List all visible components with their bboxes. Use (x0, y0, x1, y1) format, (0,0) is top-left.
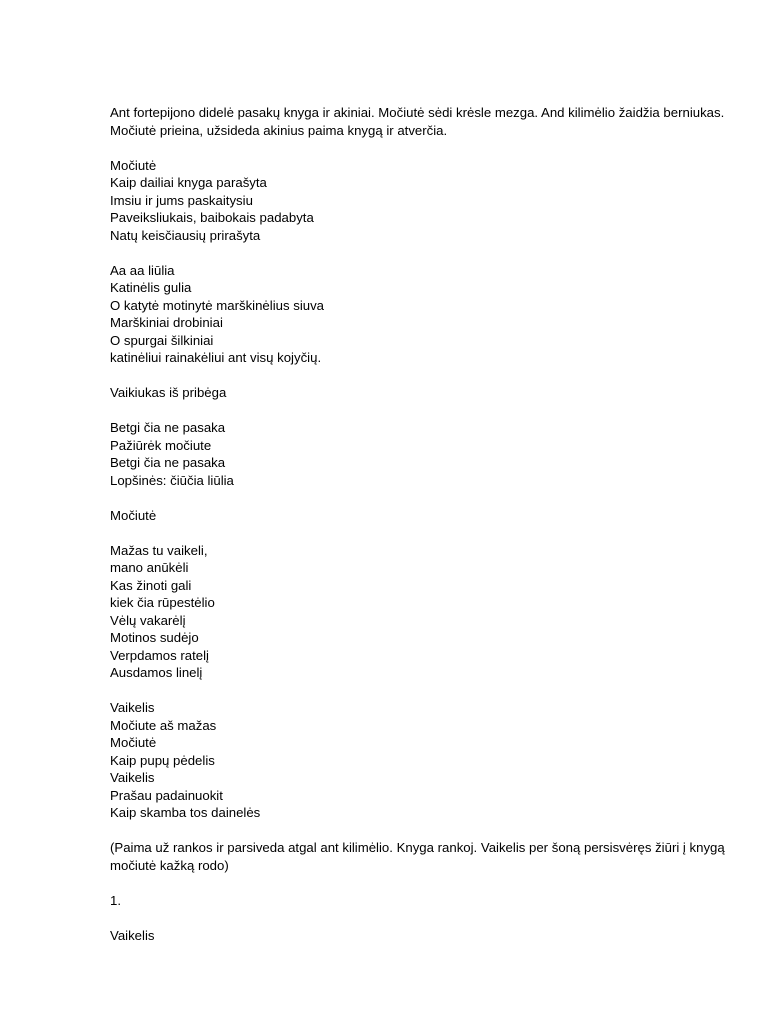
text-block (110, 507, 750, 525)
text-line: Mažas tu vaikeli, (110, 542, 208, 558)
text-line: Lopšinės: čiūčia liūlia (110, 472, 234, 488)
text-line: O spurgai šilkiniai (110, 332, 214, 348)
text-line: Natų keisčiausių prirašyta (110, 227, 261, 243)
text-line: Verpdamos ratelį (110, 647, 209, 663)
text-line: Močiutė (110, 507, 157, 523)
text-line: kiek čia rūpestėlio (110, 595, 215, 610)
text-line: Vaikelis (110, 770, 155, 785)
text-block (110, 419, 750, 489)
text-line: O katytė motinytė marškinėlius siuva (110, 297, 325, 313)
paragraph: Ant fortepijono didelė pasakų knyga ir akiniai. Močiutė sėdi krėsle mezga. And kilimėlio žaidžia berniukas. Močiutė prieina, užsideda akinius paima knygą ir atverčia. (110, 105, 725, 138)
text-line: Močiutė (110, 735, 157, 750)
text-line: 1. (110, 892, 121, 908)
text-line: katinėliui rainakėliui ant visų kojyčių. (110, 350, 322, 365)
text-line: Kaip skamba tos dainelės (110, 805, 261, 820)
text-block (110, 104, 750, 139)
text-line: Močiutė (110, 157, 157, 173)
text-line: Prašau padainuokit (110, 787, 223, 803)
text-block (110, 542, 750, 682)
text-line: Vėlų vakarėlį (110, 612, 186, 628)
text-line: Kaip pupų pėdelis (110, 752, 215, 768)
text-line: Vaikelis (110, 700, 155, 715)
text-line: Marškiniai drobiniai (110, 315, 223, 330)
text-line: mano anūkėli (110, 560, 189, 575)
text-line: Aa aa liūlia (110, 262, 175, 278)
text-block (110, 157, 750, 245)
text-line: Motinos sudėjo (110, 630, 199, 645)
text-line: Paveiksliukais, baibokais padabyta (110, 210, 314, 225)
text-line: Imsiu ir jums paskaitysiu (110, 192, 253, 208)
text-line: Katinėlis gulia (110, 280, 192, 295)
document-body (110, 104, 750, 962)
text-line: Vaikiukas iš pribėga (110, 385, 227, 400)
text-line: Vaikelis (110, 927, 155, 943)
text-line: Betgi čia ne pasaka (110, 455, 226, 470)
text-line: Močiute aš mažas (110, 717, 217, 733)
text-line: Kas žinoti gali (110, 577, 192, 593)
text-block (110, 384, 750, 402)
text-line: Ausdamos linelį (110, 665, 203, 680)
text-line: Kaip dailiai knyga parašyta (110, 175, 267, 190)
text-block (110, 262, 750, 367)
text-line: Pažiūrėk močiute (110, 437, 212, 453)
text-block (110, 892, 750, 910)
text-block (110, 699, 750, 822)
text-block (110, 927, 750, 945)
paragraph: (Paima už rankos ir parsiveda atgal ant kilimėlio. Knyga rankoj. Vaikelis per šoną persisvėręs žiūri į knygą močiutė kažką rodo) (110, 840, 725, 873)
text-block (110, 839, 750, 874)
text-line: Betgi čia ne pasaka (110, 420, 226, 435)
